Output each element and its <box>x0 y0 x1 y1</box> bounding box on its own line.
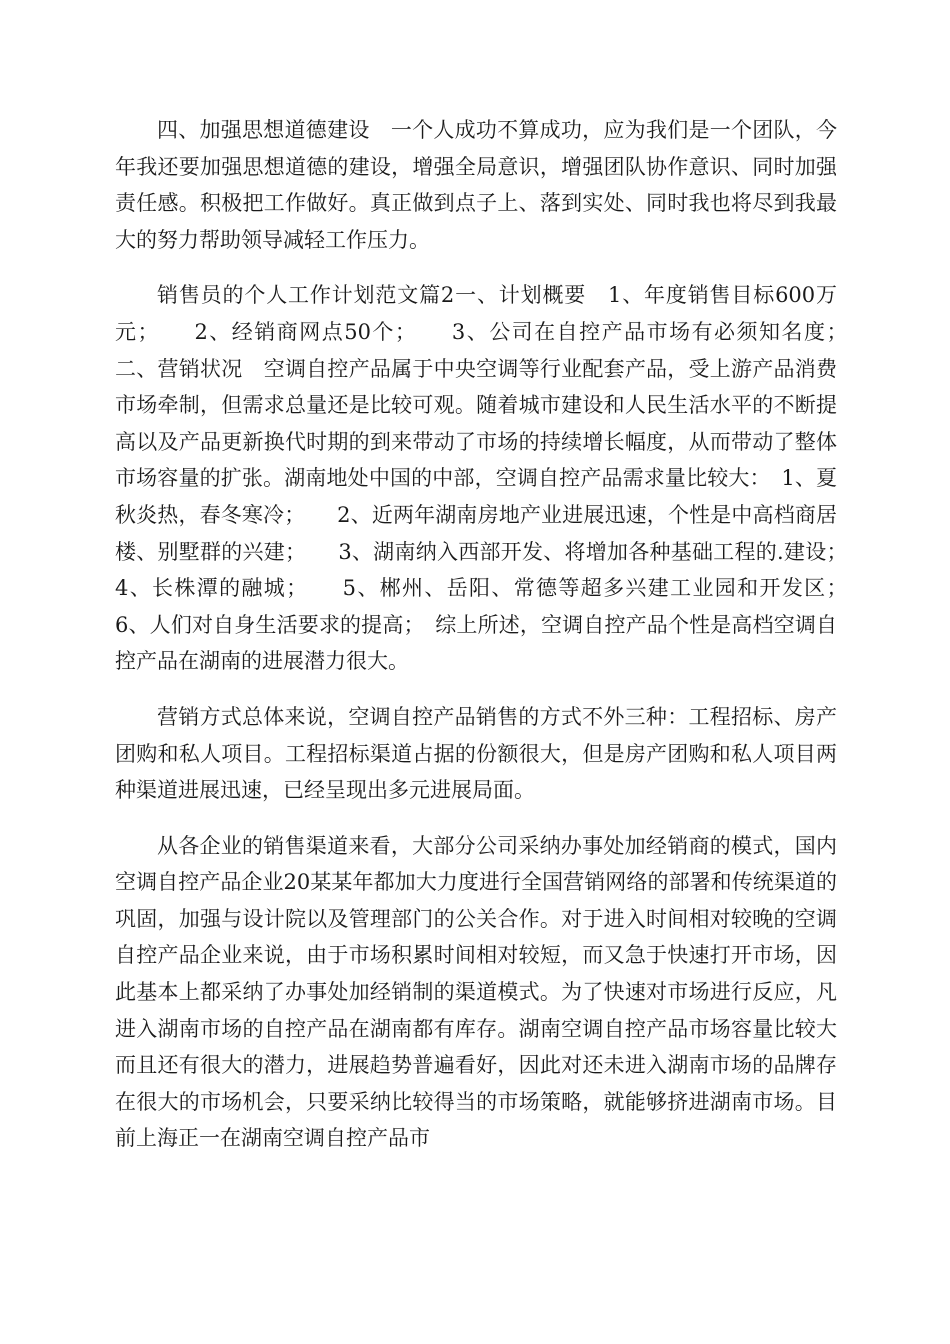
document-page <box>115 112 879 1176</box>
paragraph-work-plan: 销售员的个人工作计划范文篇2一、计划概要 1、年度销售目标600万元； 2、经销商网点50个； 3、公司在自控产品市场有必须知名度； 二、营销状况 空调自控产品属于中央空调等行业配套产品，受上游产品消费市场牵制，但需求总量还是比较可观。随着城市建设和人民生活水平的不断提高以及产品更新换代时期的到来带动了市场的持续增长幅度，从而带动了整体市场容量的扩张。湖南地处中国的中部，空调自控产品需求量比较大： 1、夏秋炎热，春冬寒冷； 2、近两年湖南房地产业进展迅速，个性是中高档商居楼、别墅群的兴建； 3、湖南纳入西部开发、将增加各种基础工程的.建设； 4、长株潭的融城； 5、郴州、岳阳、常德等超多兴建工业园和开发区； 6、人们对自身生活要求的提高； 综上所述，空调自控产品个性是高档空调自控产品在湖南的进展潜力很大。 <box>115 283 879 674</box>
paragraph-sales-channels: 从各企业的销售渠道来看，大部分公司采纳办事处加经销商的模式，国内空调自控产品企业20某某年都加大力度进行全国营销网络的部署和传统渠道的巩固，加强与设计院以及管理部门的公关合作。对于进入时间相对较晚的空调自控产品企业来说，由于市场积累时间相对较短，而又急于快速打开市场，因此基本上都采纳了办事处加经销制的渠道模式。为了快速对市场进行反应，凡进入湖南市场的自控产品在湖南都有库存。湖南空调自控产品市场容量比较大而且还有很大的潜力，进展趋势普遍看好，因此对还未进入湖南市场的品牌存在很大的市场机会，只要采纳比较得当的市场策略，就能够挤进湖南市场。目前上海正一在湖南空调自控产品市 <box>115 833 837 1151</box>
paragraph-marketing-methods: 营销方式总体来说，空调自控产品销售的方式不外三种：工程招标、房产团购和私人项目。工程招标渠道占据的份额很大，但是房产团购和私人项目两种渠道进展迅速，已经呈现出多元进展局面。 <box>115 704 837 803</box>
paragraph-moral-building: 四、加强思想道德建设 一个人成功不算成功，应为我们是一个团队，今年我还要加强思想道德的建设，增强全局意识，增强团队协作意识、同时加强责任感。积极把工作做好。真正做到点子上、落到实处、同时我也将尽到我最大的努力帮助领导减轻工作压力。 <box>115 118 837 252</box>
